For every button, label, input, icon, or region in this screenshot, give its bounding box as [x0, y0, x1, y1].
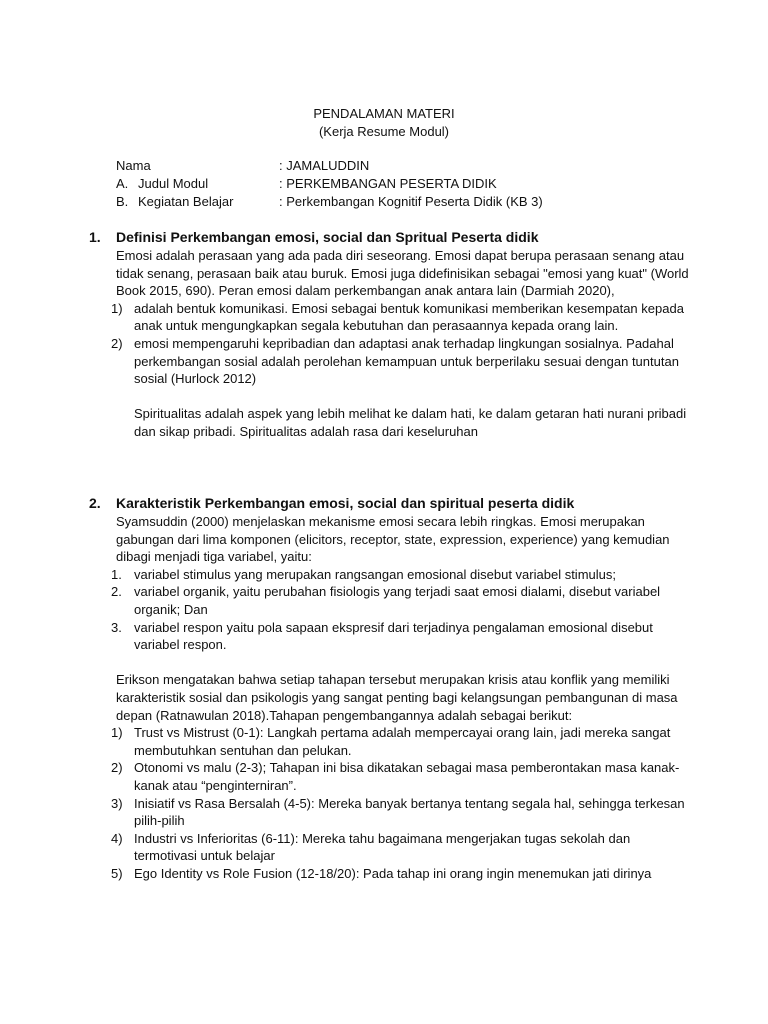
- list-item: [89, 300, 689, 335]
- list-text: variabel organik, yaitu perubahan fisiologis yang terjadi saat emosi dialami, disebut variabel organik; Dan: [134, 584, 661, 617]
- list-marker: 5): [111, 865, 123, 881]
- paragraph: Syamsuddin (2000) menjelaskan mekanisme emosi secara lebih ringkas. Emosi merupakan gabungan dari lima komponen (elicitors, receptor, state, expression, experience) yang kemudian dibagi menjadi tiga variabel, yaitu:: [116, 514, 670, 565]
- list-text: variabel stimulus yang merupakan rangsangan emosional disebut variabel stimulus;: [134, 566, 616, 582]
- info-value: : JAMALUDDIN: [279, 158, 370, 173]
- section-title: Karakteristik Perkembangan emosi, social dan spiritual peserta didik: [116, 495, 575, 511]
- paragraph: Erikson mengatakan bahwa setiap tahapan tersebut merupakan krisis atau konflik yang memiliki karakteristik sosial dan psikologis yang sangat penting bagi kelangsungan pembangunan di masa depan (Ratnawulan 2018).Tahapan pengembangannya adalah sebagai berikut:: [116, 672, 678, 723]
- list-item: [89, 830, 689, 865]
- list-item: [89, 566, 689, 584]
- info-marker: B.: [116, 194, 129, 209]
- info-label: Nama: [116, 158, 151, 173]
- list-marker: 1): [111, 300, 123, 316]
- list-text: Industri vs Inferioritas (6-11): Mereka tahu bagaimana mengerjakan tugas sekolah dan termotivasi untuk belajar: [134, 830, 631, 864]
- list-item: [89, 335, 689, 388]
- list-item: [89, 619, 689, 654]
- list-text: Inisiatif vs Rasa Bersalah (4-5): Mereka banyak bertanya tentang segala hal, sehingga terkesan pilih-pilih: [134, 795, 685, 829]
- list-marker: 2): [111, 760, 123, 776]
- document-subtitle: (Kerja Resume Modul): [318, 124, 450, 139]
- paragraph: Spiritualitas adalah aspek yang lebih melihat ke dalam hati, ke dalam getaran hati nurani pribadi dan sikap pribadi. Spiritualitas adalah rasa dari keseluruhan: [134, 406, 687, 439]
- section-number: 1.: [89, 229, 101, 245]
- list-text: emosi mempengaruhi kepribadian dan adaptasi anak terhadap lingkungan sosialnya. Padahal perkembangan sosial adalah perolehan kemampuan untuk berperilaku sesuai dengan tuntutan sosial (Hurlock 2012): [134, 335, 679, 387]
- list-text: Ego Identity vs Role Fusion (12-18/20): Pada tahap ini orang ingin menemukan jati dirinya: [134, 865, 652, 881]
- info-value: : Perkembangan Kognitif Peserta Didik (KB 3): [279, 194, 543, 209]
- list-text: Otonomi vs malu (2-3); Tahapan ini bisa dikatakan sebagai masa pemberontakan masa kanak-kanak atau “penginterniran”.: [134, 760, 680, 793]
- list-marker: 4): [111, 830, 123, 846]
- section-number: 2.: [89, 495, 101, 511]
- list-item: [89, 759, 689, 794]
- section-title: Definisi Perkembangan emosi, social dan Spritual Peserta didik: [116, 229, 539, 245]
- list-item: [89, 795, 689, 830]
- info-value: : PERKEMBANGAN PESERTA DIDIK: [279, 176, 497, 191]
- section-characteristics: [89, 494, 689, 882]
- info-label: Kegiatan Belajar: [138, 194, 234, 209]
- info-marker: A.: [116, 176, 129, 191]
- list-marker: 2): [111, 335, 123, 351]
- list-marker: 1.: [111, 566, 122, 582]
- document-title: PENDALAMAN MATERI: [313, 106, 455, 121]
- list-marker: 1): [111, 725, 123, 741]
- list-marker: 3): [111, 795, 123, 811]
- paragraph: Emosi adalah perasaan yang ada pada diri seseorang. Emosi dapat berupa perasaan senang atau tidak senang, perasaan baik atau buruk. Emosi juga didefinisikan sebagai "emosi yang kuat" (World Book 2015, 690). Peran emosi dalam perkembangan anak antara lain (Darmiah 2020),: [116, 248, 689, 299]
- list-item: [89, 865, 689, 883]
- list-item: [89, 724, 689, 759]
- section-definition: [89, 228, 689, 441]
- list-text: adalah bentuk komunikasi. Emosi sebagai bentuk komunikasi memberikan kesempatan kepada anak untuk mengungkapkan segala kebutuhan dan perasaannya kepada orang lain.: [134, 300, 684, 334]
- list-text: variabel respon yaitu pola sapaan ekspresif dari terjadinya pengalaman emosional disebut variabel respon.: [134, 619, 653, 653]
- list-marker: 3.: [111, 619, 122, 635]
- list-marker: 2.: [111, 584, 122, 600]
- document-header: [0, 105, 768, 141]
- info-label: Judul Modul: [138, 176, 209, 191]
- list-item: [89, 583, 689, 618]
- list-text: Trust vs Mistrust (0-1): Langkah pertama adalah mempercayai orang lain, jadi mereka sangat membutuhkan sentuhan dan pelukan.: [134, 725, 671, 758]
- section-heading: [89, 494, 689, 512]
- section-heading: [89, 228, 689, 246]
